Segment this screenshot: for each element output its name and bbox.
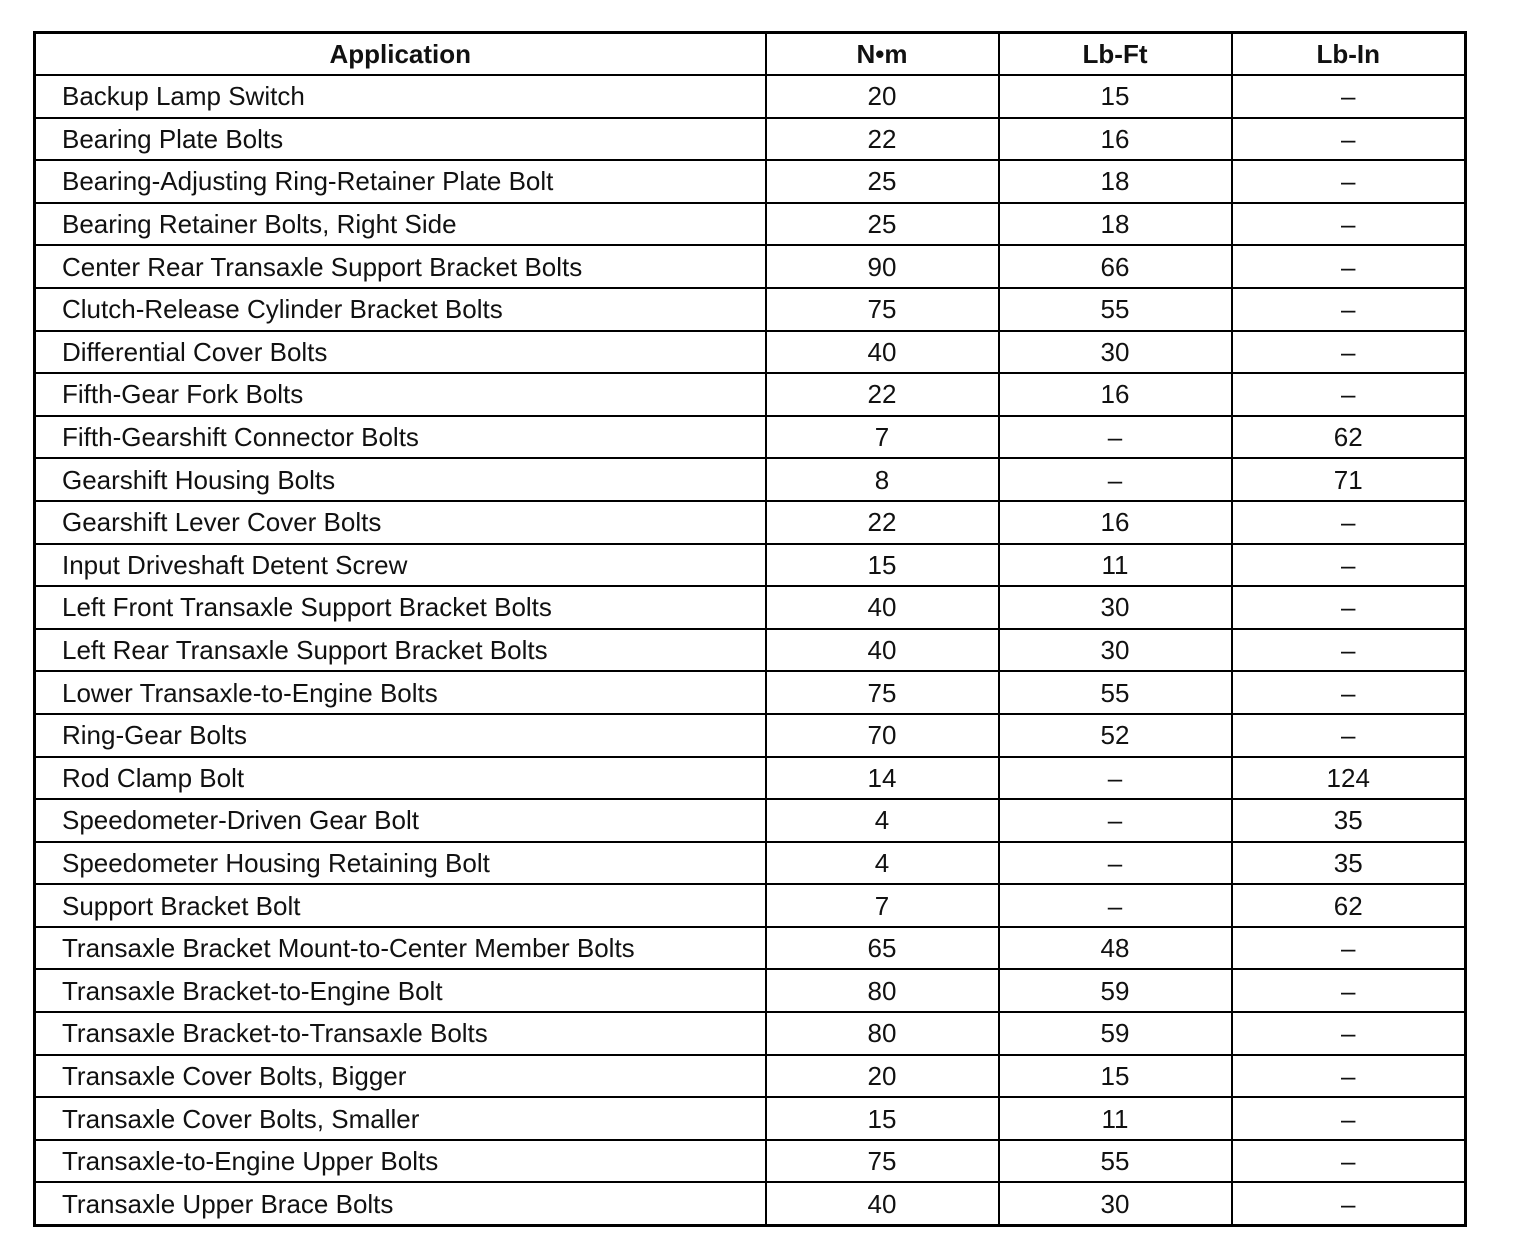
- lb-ft-cell: 15: [999, 75, 1232, 118]
- nm-cell: 22: [766, 373, 999, 416]
- nm-cell: 15: [766, 1097, 999, 1140]
- torque-spec-table: [33, 31, 1467, 1227]
- table-row: [35, 671, 1466, 714]
- table-row: [35, 1055, 1466, 1098]
- table-row: [35, 203, 1466, 246]
- lb-in-cell: –: [1232, 671, 1466, 714]
- application-cell: Bearing-Adjusting Ring-Retainer Plate Bolt: [35, 160, 766, 203]
- table-row: [35, 714, 1466, 757]
- table-row: [35, 245, 1466, 288]
- table-row: [35, 842, 1466, 885]
- nm-cell: 65: [766, 927, 999, 970]
- lb-in-cell: –: [1232, 1012, 1466, 1055]
- lb-ft-cell: –: [999, 884, 1232, 927]
- lb-in-cell: 71: [1232, 458, 1466, 501]
- lb-in-cell: –: [1232, 1055, 1466, 1098]
- application-cell: Transaxle Cover Bolts, Bigger: [35, 1055, 766, 1098]
- table-row: [35, 757, 1466, 800]
- application-cell: Lower Transaxle-to-Engine Bolts: [35, 671, 766, 714]
- application-cell: Transaxle Bracket-to-Engine Bolt: [35, 969, 766, 1012]
- table-header: [35, 33, 1466, 76]
- lb-in-cell: –: [1232, 714, 1466, 757]
- nm-cell: 75: [766, 671, 999, 714]
- table-row: [35, 969, 1466, 1012]
- application-cell: Left Rear Transaxle Support Bracket Bolts: [35, 629, 766, 672]
- lb-in-cell: –: [1232, 1097, 1466, 1140]
- lb-in-cell: –: [1232, 1140, 1466, 1183]
- application-cell: Transaxle Bracket-to-Transaxle Bolts: [35, 1012, 766, 1055]
- header-lb-ft: Lb-Ft: [999, 33, 1232, 76]
- lb-in-cell: –: [1232, 288, 1466, 331]
- lb-ft-cell: 18: [999, 160, 1232, 203]
- table-row: [35, 118, 1466, 161]
- table-row: [35, 288, 1466, 331]
- lb-ft-cell: –: [999, 799, 1232, 842]
- application-cell: Gearshift Housing Bolts: [35, 458, 766, 501]
- lb-ft-cell: 30: [999, 629, 1232, 672]
- lb-ft-cell: 30: [999, 586, 1232, 629]
- header-lb-in: Lb-In: [1232, 33, 1466, 76]
- application-cell: Backup Lamp Switch: [35, 75, 766, 118]
- application-cell: Rod Clamp Bolt: [35, 757, 766, 800]
- application-cell: Clutch-Release Cylinder Bracket Bolts: [35, 288, 766, 331]
- nm-cell: 20: [766, 75, 999, 118]
- application-cell: Support Bracket Bolt: [35, 884, 766, 927]
- nm-cell: 14: [766, 757, 999, 800]
- table-row: [35, 416, 1466, 459]
- table-row: [35, 927, 1466, 970]
- application-cell: Speedometer Housing Retaining Bolt: [35, 842, 766, 885]
- table-row: [35, 458, 1466, 501]
- table-row: [35, 799, 1466, 842]
- lb-ft-cell: 55: [999, 671, 1232, 714]
- lb-ft-cell: 16: [999, 373, 1232, 416]
- nm-cell: 40: [766, 331, 999, 374]
- lb-in-cell: –: [1232, 118, 1466, 161]
- application-cell: Gearshift Lever Cover Bolts: [35, 501, 766, 544]
- nm-cell: 75: [766, 1140, 999, 1183]
- lb-ft-cell: 59: [999, 969, 1232, 1012]
- lb-in-cell: –: [1232, 160, 1466, 203]
- lb-in-cell: –: [1232, 969, 1466, 1012]
- application-cell: Fifth-Gearshift Connector Bolts: [35, 416, 766, 459]
- lb-in-cell: –: [1232, 586, 1466, 629]
- nm-cell: 80: [766, 969, 999, 1012]
- table-row: [35, 160, 1466, 203]
- table-body: [35, 75, 1466, 1226]
- table-row: [35, 1140, 1466, 1183]
- lb-ft-cell: –: [999, 416, 1232, 459]
- application-cell: Transaxle Upper Brace Bolts: [35, 1182, 766, 1225]
- application-cell: Left Front Transaxle Support Bracket Bolts: [35, 586, 766, 629]
- lb-in-cell: –: [1232, 544, 1466, 587]
- nm-cell: 70: [766, 714, 999, 757]
- table-row: [35, 884, 1466, 927]
- application-cell: Speedometer-Driven Gear Bolt: [35, 799, 766, 842]
- nm-cell: 22: [766, 501, 999, 544]
- lb-ft-cell: 55: [999, 1140, 1232, 1183]
- lb-ft-cell: 15: [999, 1055, 1232, 1098]
- table-row: [35, 1097, 1466, 1140]
- lb-in-cell: –: [1232, 245, 1466, 288]
- application-cell: Transaxle Bracket Mount-to-Center Member Bolts: [35, 927, 766, 970]
- application-cell: Transaxle-to-Engine Upper Bolts: [35, 1140, 766, 1183]
- lb-ft-cell: –: [999, 757, 1232, 800]
- lb-in-cell: –: [1232, 927, 1466, 970]
- table-row: [35, 1012, 1466, 1055]
- lb-ft-cell: –: [999, 842, 1232, 885]
- table-row: [35, 544, 1466, 587]
- nm-cell: 80: [766, 1012, 999, 1055]
- lb-in-cell: –: [1232, 501, 1466, 544]
- table-row: [35, 629, 1466, 672]
- lb-in-cell: –: [1232, 331, 1466, 374]
- lb-ft-cell: 16: [999, 118, 1232, 161]
- lb-in-cell: –: [1232, 203, 1466, 246]
- nm-cell: 4: [766, 799, 999, 842]
- lb-in-cell: 62: [1232, 884, 1466, 927]
- application-cell: Input Driveshaft Detent Screw: [35, 544, 766, 587]
- table-row: [35, 501, 1466, 544]
- application-cell: Transaxle Cover Bolts, Smaller: [35, 1097, 766, 1140]
- nm-cell: 4: [766, 842, 999, 885]
- header-row: [35, 33, 1466, 76]
- header-application: Application: [35, 33, 766, 76]
- table-row: [35, 586, 1466, 629]
- lb-ft-cell: 30: [999, 331, 1232, 374]
- application-cell: Bearing Retainer Bolts, Right Side: [35, 203, 766, 246]
- application-cell: Differential Cover Bolts: [35, 331, 766, 374]
- lb-in-cell: 62: [1232, 416, 1466, 459]
- lb-ft-cell: 30: [999, 1182, 1232, 1225]
- lb-in-cell: 124: [1232, 757, 1466, 800]
- nm-cell: 7: [766, 416, 999, 459]
- lb-ft-cell: 48: [999, 927, 1232, 970]
- application-cell: Center Rear Transaxle Support Bracket Bolts: [35, 245, 766, 288]
- nm-cell: 25: [766, 160, 999, 203]
- nm-cell: 7: [766, 884, 999, 927]
- nm-cell: 22: [766, 118, 999, 161]
- lb-ft-cell: 55: [999, 288, 1232, 331]
- application-cell: Ring-Gear Bolts: [35, 714, 766, 757]
- table-row: [35, 1182, 1466, 1225]
- lb-in-cell: 35: [1232, 799, 1466, 842]
- application-cell: Fifth-Gear Fork Bolts: [35, 373, 766, 416]
- table-row: [35, 373, 1466, 416]
- nm-cell: 90: [766, 245, 999, 288]
- nm-cell: 40: [766, 629, 999, 672]
- nm-cell: 25: [766, 203, 999, 246]
- lb-ft-cell: 18: [999, 203, 1232, 246]
- nm-cell: 15: [766, 544, 999, 587]
- lb-ft-cell: 66: [999, 245, 1232, 288]
- header-nm: N•m: [766, 33, 999, 76]
- nm-cell: 40: [766, 586, 999, 629]
- lb-in-cell: –: [1232, 1182, 1466, 1225]
- nm-cell: 8: [766, 458, 999, 501]
- nm-cell: 20: [766, 1055, 999, 1098]
- lb-in-cell: –: [1232, 75, 1466, 118]
- lb-in-cell: –: [1232, 373, 1466, 416]
- table-row: [35, 75, 1466, 118]
- lb-in-cell: –: [1232, 629, 1466, 672]
- lb-ft-cell: 59: [999, 1012, 1232, 1055]
- lb-ft-cell: 11: [999, 544, 1232, 587]
- nm-cell: 75: [766, 288, 999, 331]
- lb-ft-cell: –: [999, 458, 1232, 501]
- nm-cell: 40: [766, 1182, 999, 1225]
- lb-ft-cell: 16: [999, 501, 1232, 544]
- lb-ft-cell: 11: [999, 1097, 1232, 1140]
- application-cell: Bearing Plate Bolts: [35, 118, 766, 161]
- lb-ft-cell: 52: [999, 714, 1232, 757]
- lb-in-cell: 35: [1232, 842, 1466, 885]
- table-row: [35, 331, 1466, 374]
